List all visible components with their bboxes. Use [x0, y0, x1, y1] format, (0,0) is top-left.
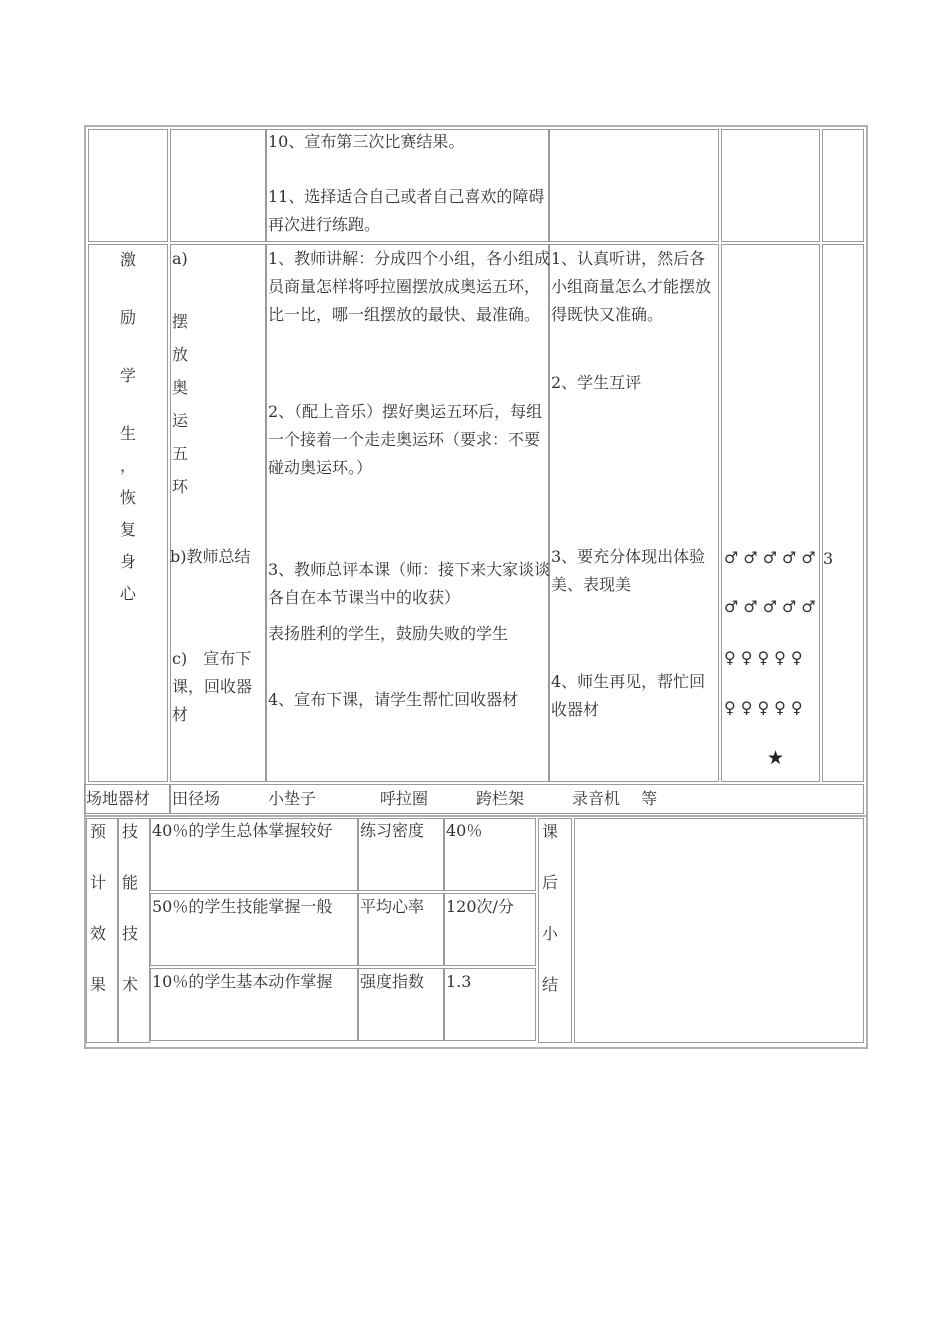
content-b: b)教师总结	[170, 547, 251, 566]
teacher-step-4: 4、宣布下课，请学生帮忙回收器材	[268, 690, 519, 709]
equipment-label: 场地器材	[86, 789, 151, 808]
content-c: c) 宣布下课，回收器材	[172, 649, 253, 724]
metric-density: 练习密度	[360, 821, 425, 840]
cell-r1-formation	[721, 129, 820, 242]
value-heart-rate: 120次/分	[446, 897, 514, 916]
teacher-step-3: 3、教师总评本课（师：接下来大家谈谈各自在本节课当中的收获）	[268, 560, 551, 607]
summary-content-cell	[574, 818, 864, 1043]
formation-row-boys-2: ♂♂♂♂♂	[724, 597, 821, 616]
student-step-3: 3、要充分体现出体验美、表现美	[551, 547, 706, 594]
effect-desc-3: 10％的学生基本动作掌握	[152, 972, 333, 991]
student-step-1: 1、认真听讲，然后各小组商量怎么才能摆放得既快又准确。	[551, 249, 712, 324]
effect-desc-1: 40％的学生总体掌握较好	[152, 821, 333, 840]
teacher-line-10: 10、宣布第三次比赛结果。	[268, 132, 465, 151]
stage-label: 激 励 学 生 ， 恢 复 身 心	[119, 250, 136, 603]
time-value: 3	[823, 549, 834, 568]
formation-row-boys-1: ♂♂♂♂♂	[724, 548, 821, 567]
metric-intensity: 强度指数	[360, 972, 425, 991]
teacher-line-11: 11、选择适合自己或者自己喜欢的障碍再次进行练跑。	[268, 187, 545, 234]
teacher-star-icon: ★	[767, 747, 785, 769]
value-intensity: 1.3	[446, 972, 472, 991]
student-step-4: 4、师生再见，帮忙回收器材	[551, 672, 706, 719]
content-a-text: 摆 放 奥 运 五 环	[171, 312, 188, 496]
effect-label: 预 计 效 果	[89, 822, 106, 994]
effect-desc-2: 50％的学生技能掌握一般	[152, 897, 333, 916]
teacher-praise: 表扬胜利的学生，鼓励失败的学生	[268, 624, 509, 643]
cell-r1-time	[822, 129, 864, 242]
cell-r2-time	[822, 244, 864, 782]
formation-row-girls-1: ♀♀♀♀♀	[724, 648, 808, 667]
cell-r1-stage	[88, 129, 168, 242]
equipment-items: 田径场 小垫子 呼拉圈 跨栏架 录音机 等	[172, 789, 658, 808]
content-a-label: a)	[172, 249, 188, 268]
formation-row-girls-2: ♀♀♀♀♀	[724, 698, 808, 717]
metric-heart-rate: 平均心率	[360, 897, 425, 916]
skill-label: 技 能 技 术	[121, 822, 138, 994]
teacher-step-2: 2、（配上音乐）摆好奥运五环后，每组一个接着一个走走奥运环（要求：不要碰动奥运环。）	[268, 402, 543, 477]
summary-label: 课 后 小 结	[541, 822, 558, 994]
student-step-2: 2、学生互评	[551, 373, 642, 392]
cell-r1-content	[170, 129, 266, 242]
teacher-step-1: 1、教师讲解：分成四个小组，各小组成员商量怎样将呼拉圈摆放成奥运五环，比一比，哪一组摆放的最快、最准确。	[268, 249, 551, 324]
cell-r1-student	[549, 129, 719, 242]
value-density: 40％	[446, 821, 483, 840]
